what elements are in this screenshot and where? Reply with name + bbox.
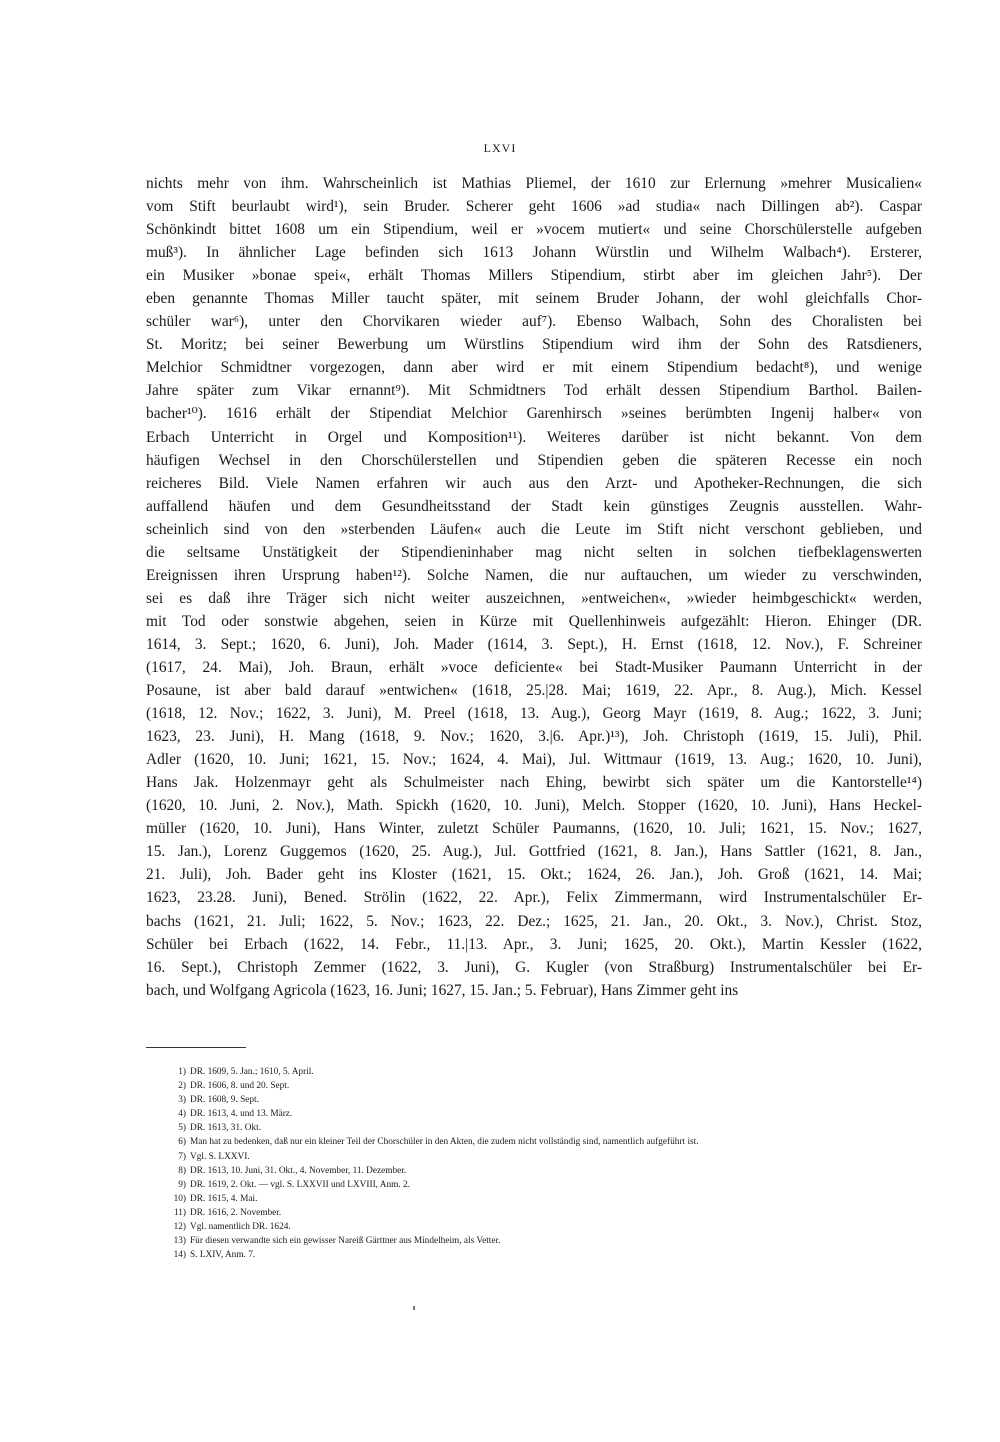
footnote — [178, 1164, 930, 1178]
footnote-text: DR. 1606, 8. und 20. Sept. — [190, 1081, 290, 1092]
text-line: Hans Jak. Holzenmayr geht als Schulmeister nach Ehing, bewirbt sich später um die Kantorstelle¹⁴) — [146, 774, 922, 792]
footnote — [173, 1248, 930, 1262]
text-line: Posaune, ist aber bald darauf »entwichen« (1618, 25.|28. Mai; 1619, 22. Apr., 8. Aug.), Mich. Kessel — [146, 682, 922, 700]
footnote-text: Vgl. namentlich DR. 1624. — [190, 1222, 291, 1233]
footnote — [178, 1178, 930, 1192]
footnote-text: DR. 1616, 2. November. — [190, 1207, 282, 1218]
footnote-text: DR. 1619, 2. Okt. — vgl. S. LXXVII und LXVIII, Anm. 2. — [190, 1179, 411, 1190]
text-line: auffallend häufen und dem Gesundheitsstand der Stadt kein günstiges Zeugnis ausstellen. Wahr- — [146, 497, 922, 515]
footnote — [178, 1121, 930, 1135]
footnote-text: DR. 1608, 9. Sept. — [190, 1095, 259, 1106]
footnote-mark: 11) — [173, 1207, 186, 1218]
text-line: 21. Juli), Joh. Bader geht ins Kloster (1621, 15. Okt.; 1624, 26. Jan.), Joh. Groß (1621, 14. Mai; — [146, 866, 922, 884]
footnote — [178, 1150, 930, 1164]
footnote-mark: 1) — [178, 1067, 186, 1077]
text-line: vom Stift beurlaubt wird¹), sein Bruder. Scherer geht 1606 »ad studia« nach Dillingen ab²). Caspar — [146, 198, 922, 216]
text-line: muß³). In ähnlicher Lage befinden sich 1613 Johann Würstlin und Wilhelm Walbach⁴). Ersterer, — [146, 244, 922, 262]
footnote-mark: 8) — [178, 1165, 186, 1176]
footnote-text: DR. 1613, 4. und 13. März. — [190, 1109, 293, 1120]
footnote-mark: 4) — [178, 1109, 186, 1120]
text-line: schüler war⁶), unter den Chorvikaren wieder auf⁷). Ebenso Walbach, Sohn des Choralisten bei — [146, 313, 922, 331]
text-line: bach, und Wolfgang Agricola (1623, 16. Juni; 1627, 15. Jan.; 5. Februar), Hans Zimmer geht ins — [146, 981, 739, 999]
body-text — [146, 172, 922, 1002]
text-line: 1623, 23.28. Juni), Bened. Strölin (1622, 22. Apr.), Felix Zimmermann, wird Instrumentalschüler Er- — [146, 889, 922, 907]
footnote-text: DR. 1613, 10. Juni, 31. Okt., 4. November, 11. Dezember. — [190, 1165, 407, 1176]
footnote — [178, 1135, 930, 1149]
text-line: 1623, 23. Juni), H. Mang (1618, 9. Nov.; 1620, 3.|6. Apr.)¹³), Joh. Christoph (1619, 15. Juli), Phil. — [146, 728, 922, 746]
footnote-text: Man hat zu bedenken, daß nur ein kleiner Teil der Chorschüler in den Akten, die zudem nicht vollständig sind, namentlich aufgeführt ist. — [190, 1137, 699, 1148]
text-line: Schönkindt bittet 1608 um ein Stipendium, weil er »vocem mutiert« und seine Chorschülerstelle aufgeben — [146, 221, 922, 239]
footnote — [173, 1206, 930, 1220]
text-line: häufigen Wechsel in den Chorschülerstellen und Stipendien geben die späteren Recesse ein noch — [146, 451, 922, 469]
text-line: scheinlich sind von den »sterbenden Läufen« auch die Leute im Stift nicht verschont geblieben, und — [146, 520, 922, 538]
text-line: eben genannte Thomas Miller taucht später, mit seinem Bruder Johann, der wohl gleichfalls Chor- — [146, 290, 922, 308]
text-line: sei es daß ihre Träger sich nicht weiter auszeichnen, »entweichen«, »wieder heimbgeschickt« werden, — [146, 589, 922, 607]
text-line: Schüler bei Erbach (1622, 14. Febr., 11.|13. Apr., 3. Juni; 1625, 20. Okt.), Martin Kessler (1622, — [146, 935, 922, 953]
text-line: (1618, 12. Nov.; 1622, 3. Juni), M. Preel (1618, 13. Aug.), Georg Mayr (1619, 8. Aug.; 1622, 3. Juni; — [146, 705, 922, 723]
text-line: bachs (1621, 21. Juli; 1622, 5. Nov.; 1623, 22. Dez.; 1625, 21. Jan., 20. Okt., 3. Nov.), Christ. Stoz, — [146, 912, 922, 930]
footnote-text: S. LXIV, Anm. 7. — [190, 1250, 256, 1261]
text-line: Adler (1620, 10. Juni; 1621, 15. Nov.; 1624, 4. Mai), Jul. Wittmaur (1619, 13. Aug.; 1620, 10. Juni), — [146, 751, 922, 769]
text-line: reicheres Bild. Viele Namen erfahren wir auch aus den Arzt- und Apotheker-Rechnungen, die sich — [146, 474, 922, 492]
footnote-mark: 10) — [173, 1193, 186, 1204]
text-line: 1614, 3. Sept.; 1620, 6. Juni), Joh. Mader (1614, 3. Sept.), H. Ernst (1618, 12. Nov.), F. Schreiner — [146, 635, 922, 653]
footnote — [178, 1093, 930, 1107]
footnote-text: DR. 1609, 5. Jan.; 1610, 5. April. — [190, 1067, 314, 1077]
footnote-rule — [146, 1047, 246, 1048]
footnote — [178, 1079, 930, 1093]
footnote-mark: 6) — [178, 1137, 186, 1148]
text-line: Ereignissen ihren Ursprung haben¹²). Solche Namen, die nur auftauchen, um wieder zu verschwinden, — [146, 566, 922, 584]
text-line: 15. Jan.), Lorenz Guggemos (1620, 25. Aug.), Jul. Gottfried (1621, 8. Jan.), Hans Sattler (1621, 8. Jan., — [146, 843, 922, 861]
text-line: mit Tod oder sonstwie abgehen, seien in Kürze mit Quellenhinweis aufgezählt: Hieron. Ehinger (DR. — [146, 612, 922, 630]
text-line: müller (1620, 10. Juni), Hans Winter, zuletzt Schüler Paumanns, (1620, 10. Juli; 1621, 15. Nov.; 1627, — [146, 820, 922, 838]
footnote-mark: 3) — [178, 1095, 186, 1106]
footnote — [178, 1065, 930, 1079]
footnote-mark: 2) — [178, 1081, 186, 1092]
text-line: ein Musiker »bonae spei«, erhält Thomas Millers Stipendium, stirbt aber im gleichen Jahr⁵). Der — [146, 267, 922, 285]
printing-mark — [413, 1306, 415, 1310]
footnote — [173, 1220, 930, 1234]
page-number: LXVI — [483, 141, 517, 155]
footnote-mark: 12) — [173, 1222, 186, 1233]
footnote — [173, 1192, 930, 1206]
text-line: Melchior Schmidtner vorgezogen, dann aber wird er mit einem Stipendium bedacht⁸), und wenige — [146, 359, 922, 377]
footnote-text: DR. 1613, 31. Okt. — [190, 1123, 262, 1134]
footnote-text: Vgl. S. LXXVI. — [190, 1151, 250, 1162]
footnote-mark: 9) — [178, 1179, 186, 1190]
footnote — [178, 1107, 930, 1121]
footnote-mark: 5) — [178, 1123, 186, 1134]
text-line: bacher¹⁰). 1616 erhält der Stipendiat Melchior Garenhirsch »seines berümbten Ingenij halber« von — [146, 405, 922, 423]
text-line: (1617, 24. Mai), Joh. Braun, erhält »voce deficiente« bei Stadt-Musiker Paumann Unterricht in der — [146, 658, 922, 676]
text-line: die seltsame Unstätigkeit der Stipendieninhaber mag nicht selten in solchen tiefbeklagenswerten — [146, 543, 922, 561]
text-line: Erbach Unterricht in Orgel und Komposition¹¹). Weiteres darüber ist nicht bekannt. Von dem — [146, 428, 922, 446]
text-line: (1620, 10. Juni, 2. Nov.), Math. Spickh (1620, 10. Juni), Melch. Stopper (1620, 10. Juni), Hans Heckel- — [146, 797, 922, 815]
footnote — [173, 1234, 930, 1248]
footnote-text: Für diesen verwandte sich ein gewisser Nareiß Gärttner aus Mindelheim, als Vetter. — [190, 1236, 501, 1247]
footnote-text: DR. 1615, 4. Mai. — [190, 1193, 258, 1204]
footnote-mark: 7) — [178, 1151, 186, 1162]
text-line: nichts mehr von ihm. Wahrscheinlich ist Mathias Pliemel, der 1610 zur Erlernung »mehrer Musicalien« — [146, 175, 922, 192]
text-line: Jahre später zum Vikar ernannt⁹). Mit Schmidtners Tod erhält dessen Stipendium Barthol. Bailen- — [146, 382, 922, 400]
footnote-mark: 14) — [173, 1250, 186, 1261]
text-line: St. Moritz; bei seiner Bewerbung um Würstlins Stipendium wird ihm der Sohn des Ratsdieners, — [146, 336, 922, 354]
footnotes — [173, 1065, 930, 1262]
text-line: 16. Sept.), Christoph Zemmer (1622, 3. Juni), G. Kugler (von Straßburg) Instrumentalschüler bei Er- — [146, 958, 922, 976]
footnote-mark: 13) — [173, 1236, 186, 1247]
